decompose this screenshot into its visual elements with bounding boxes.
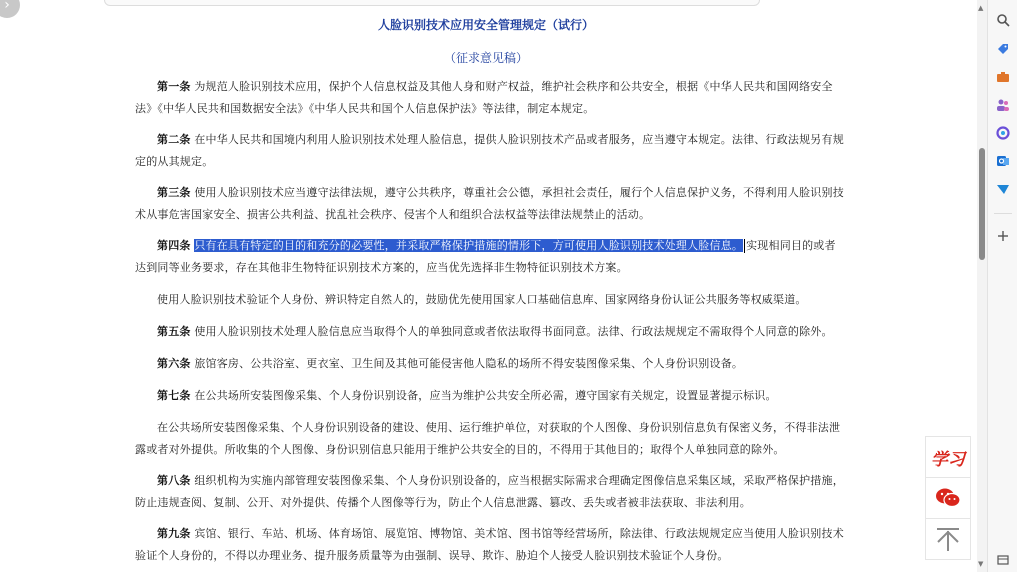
article-number: 第九条 — [157, 527, 191, 540]
article-paragraph — [135, 182, 845, 225]
article-text: 在公共场所安装图像采集、个人身份识别设备，应当为维护公共安全所必需，遵守国家有关规定，设置显著提示标识。 — [194, 389, 777, 402]
back-arrow-icon[interactable]: › — [0, 0, 20, 18]
back-to-top-button[interactable] — [925, 518, 971, 560]
article-text: 为规范人脸识别技术应用，保护个人信息权益及其他人身和财产权益，维护社会秩序和公共安全，根据《中华人民共和国网络安全法》《中华人民共和国数据安全法》《中华人民共和国个人信息保护法》等法律，制定本规定。 — [135, 80, 833, 115]
article-number: 第三条 — [157, 186, 191, 199]
page-title: 人脸识别技术应用安全管理规定（试行） — [377, 18, 594, 32]
article-paragraph — [135, 470, 845, 513]
wechat-share-button[interactable] — [925, 477, 971, 519]
article-number: 第六条 — [157, 357, 191, 370]
scroll-up-arrow-icon[interactable]: ▲ — [978, 4, 984, 12]
article-paragraph — [135, 289, 845, 311]
article-paragraph — [135, 353, 845, 375]
article-text: 在公共场所安装图像采集、个人身份识别设备的建设、使用、运行维护单位，对获取的个人图像、身份识别信息负有保密义务，不得非法泄露或者对外提供。所收集的个人图像、身份识别信息只能用于维护公共安全的目的，不得用于其他目的；取得个人单独同意的除外。 — [135, 421, 841, 456]
xuexi-button[interactable] — [925, 436, 971, 478]
article-text: 实现相同目的或者达到同等业务要求，存在其他非生物特征识别技术方案的，应当优先选择非生物特征识别技术方案。 — [135, 239, 836, 274]
page-subtitle: （征求意见稿） — [443, 51, 528, 65]
browser-sidebar — [987, 0, 1017, 572]
article-text: 组织机构为实施内部管理安装图像采集、个人身份识别设备的，应当根据实际需求合理确定图像信息采集区域，采取严格保护措施，防止违规查阅、复制、公开、对外提供、传播个人图像等行为，防止个人信息泄露、篡改、丢失或者被非法获取、非法利用。 — [135, 474, 844, 509]
tag-icon[interactable] — [995, 42, 1011, 58]
floating-share-panel — [925, 436, 969, 562]
send-icon[interactable] — [995, 182, 1011, 198]
article-paragraph — [135, 321, 845, 343]
article-number: 第七条 — [157, 389, 191, 402]
toolbox-icon[interactable] — [995, 70, 1011, 86]
article-text: 使用人脸识别技术验证个人身份、辨识特定自然人的，鼓励优先使用国家人口基础信息库、国家网络身份认证公共服务等权威渠道。 — [157, 293, 807, 306]
article-paragraph — [135, 129, 845, 172]
article-paragraph — [135, 385, 845, 407]
scroll-down-arrow-icon[interactable]: ▼ — [978, 560, 984, 568]
article-text: 使用人脸识别技术处理人脸信息应当取得个人的单独同意或者依法取得书面同意。法律、行政法规规定不需取得个人同意的除外。 — [194, 325, 833, 338]
article-number: 第八条 — [157, 474, 191, 487]
text-cursor — [744, 239, 745, 253]
search-icon[interactable] — [995, 13, 1011, 29]
article-paragraph — [135, 76, 845, 119]
outlook-icon[interactable] — [995, 154, 1011, 170]
article-number: 第一条 — [157, 80, 191, 93]
top-toolbar-edge — [104, 0, 760, 6]
article-paragraph — [135, 523, 845, 566]
selected-text[interactable]: 只有在具有特定的目的和充分的必要性，并采取严格保护措施的情形下，方可使用人脸识别技术处理人脸信息。 — [194, 239, 744, 252]
settings-icon[interactable] — [995, 553, 1011, 569]
article-paragraph — [135, 417, 845, 460]
xuexi-logo: 学习 — [931, 449, 965, 470]
add-icon[interactable] — [995, 229, 1011, 245]
article-number: 第二条 — [157, 133, 191, 146]
article-paragraph — [135, 235, 845, 278]
vertical-scrollbar[interactable] — [977, 0, 987, 572]
article-text: 旅馆客房、公共浴室、更衣室、卫生间及其他可能侵害他人隐私的场所不得安装图像采集、个人身份识别设备。 — [194, 357, 744, 370]
people-icon[interactable] — [995, 98, 1011, 114]
article-text: 在中华人民共和国境内利用人脸识别技术处理人脸信息，提供人脸识别技术产品或者服务，应当遵守本规定。法律、行政法规另有规定的从其规定。 — [135, 133, 844, 168]
article-number: 第五条 — [157, 325, 191, 338]
copilot-icon[interactable] — [995, 126, 1011, 142]
article-text: 宾馆、银行、车站、机场、体育场馆、展览馆、博物馆、美术馆、图书馆等经营场所，除法律、行政法规规定应当使用人脸识别技术验证个人身份的，不得以办理业务、提升服务质量等为由强制、误导、欺诈、胁迫个人接受人脸识别技术验证个人身份。 — [135, 527, 844, 562]
sidebar-divider — [994, 213, 1012, 214]
article-number: 第四条 — [157, 239, 191, 252]
scrollbar-thumb[interactable] — [979, 148, 985, 260]
article-text: 使用人脸识别技术应当遵守法律法规，遵守公共秩序，尊重社会公德，承担社会责任，履行个人信息保护义务，不得利用人脸识别技术从事危害国家安全、损害公共利益、扰乱社会秩序、侵害个人和组织合法权益等法律法规禁止的活动。 — [135, 186, 844, 221]
wechat-icon — [935, 487, 961, 509]
back-to-top-icon — [934, 525, 962, 553]
